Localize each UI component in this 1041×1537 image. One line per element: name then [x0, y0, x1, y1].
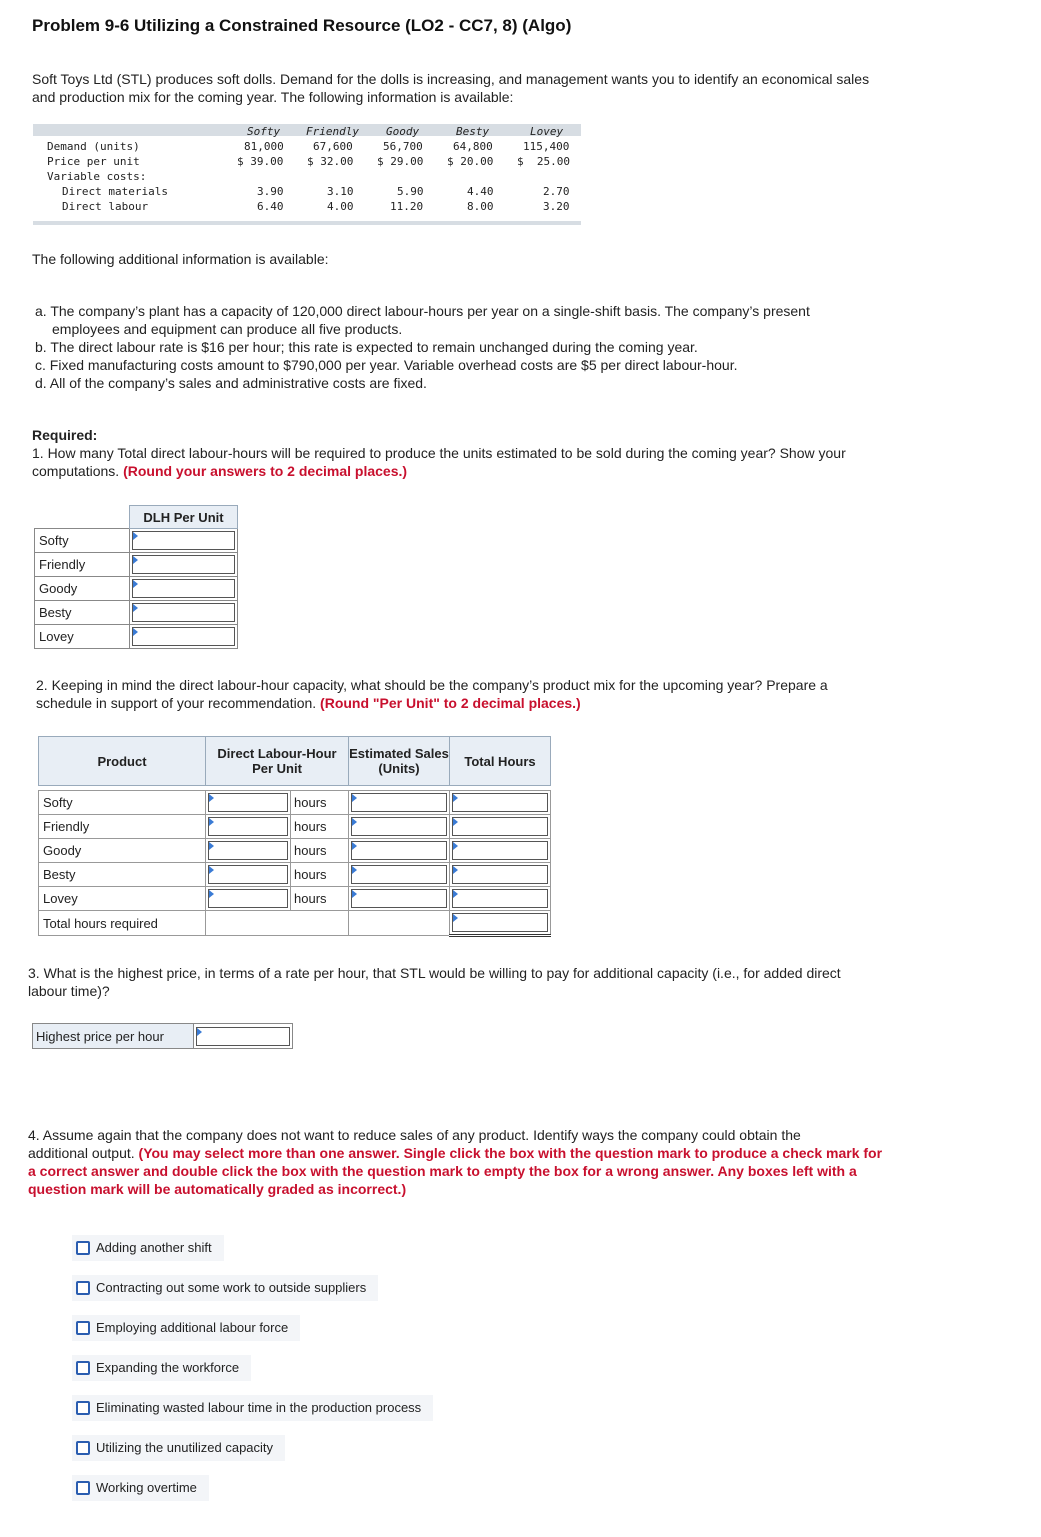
- option-working-overtime[interactable]: Working overtime: [72, 1475, 209, 1501]
- mix-total-input-besty[interactable]: [452, 865, 548, 884]
- mix-sales-input-lovey[interactable]: [351, 889, 447, 908]
- header-estimated-sales: Estimated Sales (Units): [349, 737, 450, 786]
- table-row: [39, 839, 551, 863]
- materials-softy: 3.90: [257, 185, 284, 198]
- option-adding-another-shift[interactable]: Adding another shift: [72, 1235, 224, 1261]
- option-expanding-workforce[interactable]: Expanding the workforce: [72, 1355, 251, 1381]
- highest-price-table: [32, 1023, 293, 1049]
- mix-dlh-input-lovey[interactable]: [208, 889, 288, 908]
- product-data-table: [33, 124, 581, 225]
- row-label-softy: Softy: [35, 529, 130, 553]
- materials-label: Direct materials: [62, 185, 168, 198]
- mix-dlh-input-friendly[interactable]: [208, 817, 288, 836]
- demand-besty: 64,800: [453, 140, 493, 153]
- mix-row-softy: Softy: [39, 791, 206, 815]
- price-lovey: $ 25.00: [517, 155, 570, 168]
- price-softy: $ 39.00: [237, 155, 284, 168]
- dlh-input-friendly[interactable]: [132, 555, 235, 574]
- table-row: [35, 553, 238, 577]
- note-d: d. All of the company’s sales and administrative costs are fixed.: [35, 375, 427, 391]
- demand-friendly: 67,600: [313, 140, 353, 153]
- labour-friendly: 4.00: [327, 200, 354, 213]
- option-utilizing-unutilized-capacity[interactable]: Utilizing the unutilized capacity: [72, 1435, 285, 1461]
- variable-costs-label: Variable costs:: [47, 170, 147, 183]
- materials-besty: 4.40: [467, 185, 494, 198]
- note-a-line1: a. The company’s plant has a capacity of 120,000 direct labour-hours per year on a single-shift basis. The company’s present: [35, 303, 810, 319]
- mix-row-lovey: Lovey: [39, 887, 206, 911]
- question-4-line2: additional output. (You may select more than one answer. Single click the box with the question mark to produce a check mark for: [28, 1145, 883, 1161]
- table-row: [35, 625, 238, 649]
- materials-lovey: 2.70: [543, 185, 570, 198]
- question-1-line2: computations. (Round your answers to 2 decimal places.): [32, 463, 408, 479]
- dlh-input-besty[interactable]: [132, 603, 235, 622]
- col-softy: Softy: [247, 125, 281, 138]
- table-row: [39, 791, 551, 815]
- unit-hours: hours: [291, 791, 349, 815]
- col-friendly: Friendly: [306, 125, 359, 138]
- dlh-input-lovey[interactable]: [132, 627, 235, 646]
- mix-total-input-friendly[interactable]: [452, 817, 548, 836]
- dlh-input-goody[interactable]: [132, 579, 235, 598]
- total-hours-required-label: Total hours required: [39, 911, 206, 936]
- option-contracting-out[interactable]: Contracting out some work to outside suppliers: [72, 1275, 378, 1301]
- option-employing-additional-labour[interactable]: Employing additional labour force: [72, 1315, 300, 1341]
- question-3-line2: labour time)?: [28, 983, 110, 999]
- price-besty: $ 20.00: [447, 155, 494, 168]
- dlh-input-softy[interactable]: [132, 531, 235, 550]
- col-lovey: Lovey: [530, 125, 564, 138]
- mix-sales-input-friendly[interactable]: [351, 817, 447, 836]
- checkbox[interactable]: [76, 1321, 90, 1335]
- question-4-line3: a correct answer and double click the box with the question mark to empty the box for a wrong answer. Any boxes left with a: [28, 1163, 857, 1179]
- row-label-besty: Besty: [35, 601, 130, 625]
- intro-line-2: and production mix for the coming year. The following information is available:: [32, 89, 514, 105]
- total-hours-input[interactable]: [452, 913, 548, 932]
- highest-price-input[interactable]: [196, 1027, 290, 1046]
- table-row: [39, 887, 551, 911]
- mix-total-input-softy[interactable]: [452, 793, 548, 812]
- col-besty: Besty: [456, 125, 490, 138]
- unit-hours: hours: [291, 863, 349, 887]
- labour-besty: 8.00: [467, 200, 494, 213]
- required-heading: Required:: [32, 427, 98, 443]
- labour-goody: 11.20: [390, 200, 424, 213]
- demand-goody: 56,700: [383, 140, 423, 153]
- additional-info-intro: The following additional information is available:: [32, 251, 329, 267]
- materials-goody: 5.90: [397, 185, 424, 198]
- mix-dlh-input-besty[interactable]: [208, 865, 288, 884]
- note-a-line2: employees and equipment can produce all five products.: [52, 321, 403, 337]
- checkbox[interactable]: [76, 1241, 90, 1255]
- mix-dlh-input-goody[interactable]: [208, 841, 288, 860]
- question-1-line1: 1. How many Total direct labour-hours will be required to produce the units estimated to be sold during the coming year? Show your: [32, 445, 846, 461]
- page-title: Problem 9-6 Utilizing a Constrained Resource (LO2 - CC7, 8) (Algo): [32, 16, 572, 35]
- mix-row-goody: Goody: [39, 839, 206, 863]
- checkbox[interactable]: [76, 1481, 90, 1495]
- intro-line-1: Soft Toys Ltd (STL) produces soft dolls. Demand for the dolls is increasing, and management wants you to identify an economical sales: [32, 71, 870, 87]
- product-mix-table: [38, 736, 551, 937]
- header-total-hours: Total Hours: [450, 737, 551, 786]
- question-2-line2: schedule in support of your recommendation. (Round "Per Unit" to 2 decimal places.): [36, 695, 581, 711]
- col-goody: Goody: [386, 125, 420, 138]
- mix-row-besty: Besty: [39, 863, 206, 887]
- note-b: b. The direct labour rate is $16 per hour; this rate is expected to remain unchanged during the coming year.: [35, 339, 698, 355]
- table-row: [39, 911, 551, 936]
- checkbox[interactable]: [76, 1401, 90, 1415]
- dlh-header: DLH Per Unit: [130, 506, 238, 529]
- price-label: Price per unit: [47, 155, 140, 168]
- question-3-line1: 3. What is the highest price, in terms of a rate per hour, that STL would be willing to pay for additional capacity (i.e., for added direct: [28, 965, 841, 981]
- row-label-lovey: Lovey: [35, 625, 130, 649]
- unit-hours: hours: [291, 887, 349, 911]
- header-product: Product: [39, 737, 206, 786]
- labour-lovey: 3.20: [543, 200, 570, 213]
- materials-friendly: 3.10: [327, 185, 354, 198]
- question-2-line1: 2. Keeping in mind the direct labour-hour capacity, what should be the company’s product mix for the upcoming year? Prepare a: [36, 677, 828, 693]
- checkbox[interactable]: [76, 1361, 90, 1375]
- checkbox[interactable]: [76, 1441, 90, 1455]
- demand-label: Demand (units): [47, 140, 140, 153]
- table-row: [35, 601, 238, 625]
- labour-label: Direct labour: [62, 200, 149, 213]
- row-label-friendly: Friendly: [35, 553, 130, 577]
- table-row: [39, 815, 551, 839]
- mix-row-friendly: Friendly: [39, 815, 206, 839]
- unit-hours: hours: [291, 815, 349, 839]
- header-dlh-per-unit: Direct Labour-Hour Per Unit: [206, 737, 349, 786]
- mix-sales-input-besty[interactable]: [351, 865, 447, 884]
- price-goody: $ 29.00: [377, 155, 424, 168]
- mix-total-input-goody[interactable]: [452, 841, 548, 860]
- note-c: c. Fixed manufacturing costs amount to $790,000 per year. Variable overhead costs are $5 per direct labour-hour.: [35, 357, 738, 373]
- question-4-line4: question mark will be automatically graded as incorrect.): [28, 1181, 407, 1197]
- mix-dlh-input-softy[interactable]: [208, 793, 288, 812]
- table-row: [39, 863, 551, 887]
- mix-total-input-lovey[interactable]: [452, 889, 548, 908]
- labour-softy: 6.40: [257, 200, 284, 213]
- price-friendly: $ 32.00: [307, 155, 354, 168]
- question-4-line1: 4. Assume again that the company does not want to reduce sales of any product. Identify ways the company could obtain the: [28, 1127, 801, 1143]
- table-row: [35, 577, 238, 601]
- checkbox[interactable]: [76, 1281, 90, 1295]
- highest-price-label: Highest price per hour: [33, 1024, 194, 1049]
- mix-sales-input-goody[interactable]: [351, 841, 447, 860]
- demand-lovey: 115,400: [523, 140, 570, 153]
- demand-softy: 81,000: [244, 140, 284, 153]
- mix-sales-input-softy[interactable]: [351, 793, 447, 812]
- table-row: [35, 529, 238, 553]
- row-label-goody: Goody: [35, 577, 130, 601]
- unit-hours: hours: [291, 839, 349, 863]
- option-eliminating-wasted-time[interactable]: Eliminating wasted labour time in the production process: [72, 1395, 433, 1421]
- dlh-per-unit-table: [34, 505, 238, 649]
